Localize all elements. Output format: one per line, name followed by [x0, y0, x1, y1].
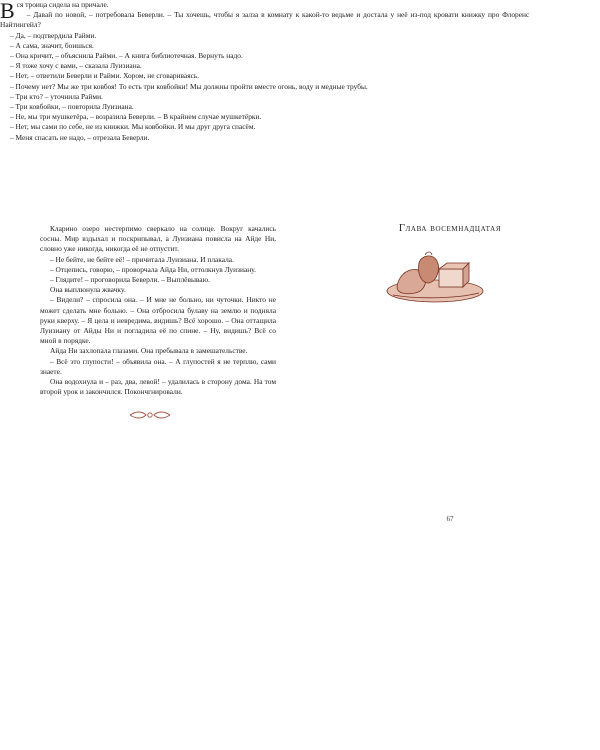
- paragraph: Кларино озеро нестерпимо сверкало на солнце. Вокруг качались сосны. Мир вздыхал и поскрипывал, а Луизиана повисла на Айде Ни, словно уже никогда, никогда её не отпустит.: [40, 224, 276, 254]
- paragraph: – Три ковбойки, – повторила Луизиана.: [10, 102, 134, 112]
- drop-cap: В: [0, 0, 15, 23]
- paragraph: – Она кричит, – объяснила Райми. – А книга библиотечная. Вернуть надо.: [10, 51, 243, 61]
- right-page-text: [0, 0, 529, 143]
- food-still-life-illustration: [385, 247, 485, 305]
- paragraph: – Три кто? – уточнила Райми.: [10, 91, 103, 101]
- paragraph: – Нет, мы сами по себе, не из книжки. Мы ковбойки. И мы друг друга спасём.: [10, 122, 256, 132]
- page-number: 67: [446, 515, 454, 523]
- paragraph: – Не, мы три мушкетёра, – возразила Беверли. – В крайнем случае мушкетёрки.: [10, 112, 262, 122]
- paragraph: – А сама, значит, боишься.: [10, 40, 94, 50]
- paragraph: – Давай по новой, – потребовала Беверли. – Ты хочешь, чтобы я залза в комнату к какой-то ведьме и достала у неё из-под кровати книжку про Флоренс Найтингейл?: [0, 10, 530, 30]
- paragraph: Она водохнула и – раз, два, левой! – удалилась в сторону дома. На том второй урок и закончился. Покончгнировали.: [40, 377, 276, 397]
- paragraph: – Видели? – спросила она. – И мне не больно, ни чуточки. Никто не может сделать мне больно. – Она отбросила булаву на землю и подняла руки кверху. – Я цела и невредима, видишь? Всё хорошо. – Она оттащила Луизиану от Айды Ни и погладила её по спине. – Ну, видишь? Всё со мной в порядке.: [40, 295, 276, 346]
- paragraph: – Я тоже хочу с вами, – сказала Луизиана.: [10, 61, 142, 71]
- paragraph: – Всё это глупости! – объявила она. – А глупостей я не терплю, сами знаете.: [40, 356, 276, 376]
- left-page-text: [40, 224, 276, 397]
- flourish-divider-icon: [0, 407, 300, 425]
- paragraph: – Почему нет? Мы же три ковбоя! То есть три ковбойки! Мы должны пройти вместе огонь, воду и медные трубы.: [10, 81, 368, 91]
- paragraph: – Да, – подтвердила Райми.: [10, 30, 97, 40]
- paragraph: Она выплюнула жвачку.: [50, 285, 126, 295]
- paragraph: – Глядите! – проговорила Беверли. – Выплёвываю.: [50, 275, 210, 285]
- chapter-title: Глава восемнадцатая: [398, 223, 502, 234]
- paragraph: – Отцепись, говорю, – проворчала Айда Ни, оттолкнув Луизиану.: [50, 264, 256, 274]
- paragraph: – Нет, – ответили Беверли и Райми. Хором, не сговариваясь.: [10, 71, 200, 81]
- paragraph: Айда Ни захлопала глазами. Она пребывала в замешательстве.: [50, 346, 248, 356]
- paragraph: – Меня спасать не надо, – отрезала Беверли.: [10, 132, 150, 142]
- first-paragraph-text: ся троица сидела на причале.: [16, 0, 109, 9]
- paragraph: – Не бейте, не бейте её! – причитала Луизиана. И плакала.: [50, 254, 234, 264]
